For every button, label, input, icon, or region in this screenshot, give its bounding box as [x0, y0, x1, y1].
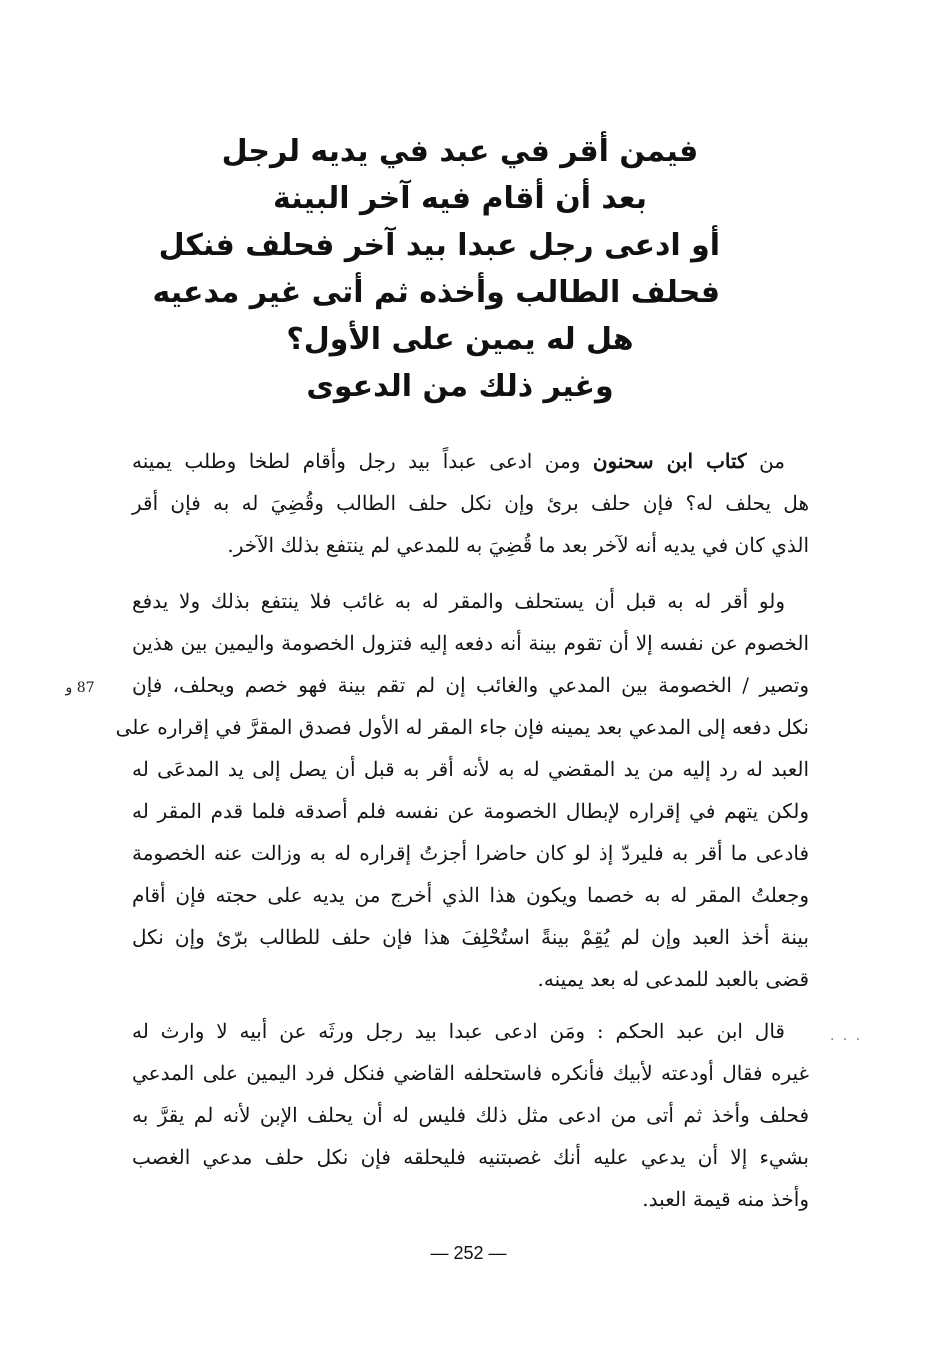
paragraph-3-line-3: فحلف وأخذ ثم أتى من ادعى مثل ذلك فليس له أن يحلف الإبن لأنه لم يقرَّ به — [132, 1103, 809, 1127]
page-number: — 252 — — [430, 1243, 507, 1263]
lead-word: من — [746, 449, 786, 473]
heading-line-1: فيمن أقر في عبد في يديه لرجل — [221, 134, 699, 169]
line-1-rest: ومن ادعى عبداً بيد رجل وأقام لطخا وطلب يمينه — [132, 449, 593, 473]
paragraph-2-line-7: فادعى ما أقر به فليردّ إذ لو كان حاضرا أجزتُ إقراره له به وزالت عنه الخصومة — [132, 841, 809, 865]
heading-line-6: وغير ذلك من الدعوى — [306, 369, 614, 404]
paragraph-1-line-3: الذي كان في يديه أنه لآخر بعد ما قُضِيَ به للمدعي لم ينتفع بذلك الآخر. — [227, 533, 809, 557]
paragraph-3-line-2: غيره فقال أودعته لأبيك فأنكره فاستحلفه القاضي فنكل فرد اليمين على المدعي — [132, 1061, 809, 1085]
paragraph-2 — [115, 580, 809, 1000]
paragraph-2-line-10: قضى بالعبد للمدعى له بعد يمينه. — [537, 967, 809, 991]
paragraph-3-line-4: بشيء إلا أن يدعي عليه أنك غصبتنيه فليحلقه فإن نكل حلف مدعي الغصب — [132, 1145, 809, 1169]
chapter-heading — [152, 128, 720, 410]
heading-line-4: فحلف الطالب وأخذه ثم أتى غير مدعيه — [152, 275, 720, 310]
manuscript-folio-note: 87 و — [65, 680, 95, 696]
heading-line-2: بعد أن أقام فيه آخر البينة — [273, 181, 647, 216]
paragraph-1-line-2: هل يحلف له؟ فإن حلف برئ وإن نكل حلف الطالب وقُضِيَ له به فإن أقر — [132, 491, 809, 515]
paragraph-1-line-1 — [132, 440, 809, 482]
paragraph-2-line-5: العبد له رد إليه من يد المقضي له به لأنه أقر به قبل أن يصل إلى يد المدعَى له — [132, 757, 809, 781]
margin-dots: . . . — [830, 1028, 863, 1044]
paragraph-3-line-1: قال ابن عبد الحكم : ومَن ادعى عبدا بيد رجل ورثَه عن أبيه لا وارث له — [132, 1019, 785, 1043]
paragraph-1 — [132, 440, 809, 566]
paragraph-2-line-4: نكل دفعه إلى المدعي بعد يمينه فإن جاء المقر له الأول فصدق المقرَّ في إقراره على — [115, 715, 809, 739]
paragraph-3-line-5: وأخذ منه قيمة العبد. — [642, 1187, 809, 1211]
paragraph-2-line-9: بينة أخذ العبد وإن لم يُقِمْ بينةً استُحْلِفَ هذا فإن حلف للطالب برّئ وإن نكل — [132, 925, 809, 949]
heading-line-3: أو ادعى رجل عبدا بيد آخر فحلف فنكل — [158, 228, 720, 263]
paragraph-3 — [132, 1010, 809, 1220]
paragraph-2-line-6: ولكن يتهم في إقراره لإبطال الخصومة عن نفسه فلم أصدقه فلما قدم المقر له — [132, 799, 809, 823]
paragraph-2-line-2: الخصوم عن نفسه إلا أن تقوم بينة أنه دفعه إليه فتزول الخصومة واليمين بين هذين — [132, 631, 809, 655]
paragraph-2-line-3: وتصير / الخصومة بين المدعي والغائب إن لم تقم بينة فهو خصم ويحلف، فإن — [132, 673, 809, 697]
paragraph-2-line-8: وجعلتُ المقر له به خصما ويكون هذا الذي أخرج من يديه على حجته فإن أقام — [132, 883, 809, 907]
paragraph-2-line-1: ولو أقر له به قبل أن يستحلف والمقر له به غائب فلا ينتفع بذلك ولا يدفع — [132, 589, 785, 613]
heading-line-5: هل له يمين على الأول؟ — [286, 322, 634, 357]
source-reference: كتاب ابن سحنون — [592, 449, 747, 473]
